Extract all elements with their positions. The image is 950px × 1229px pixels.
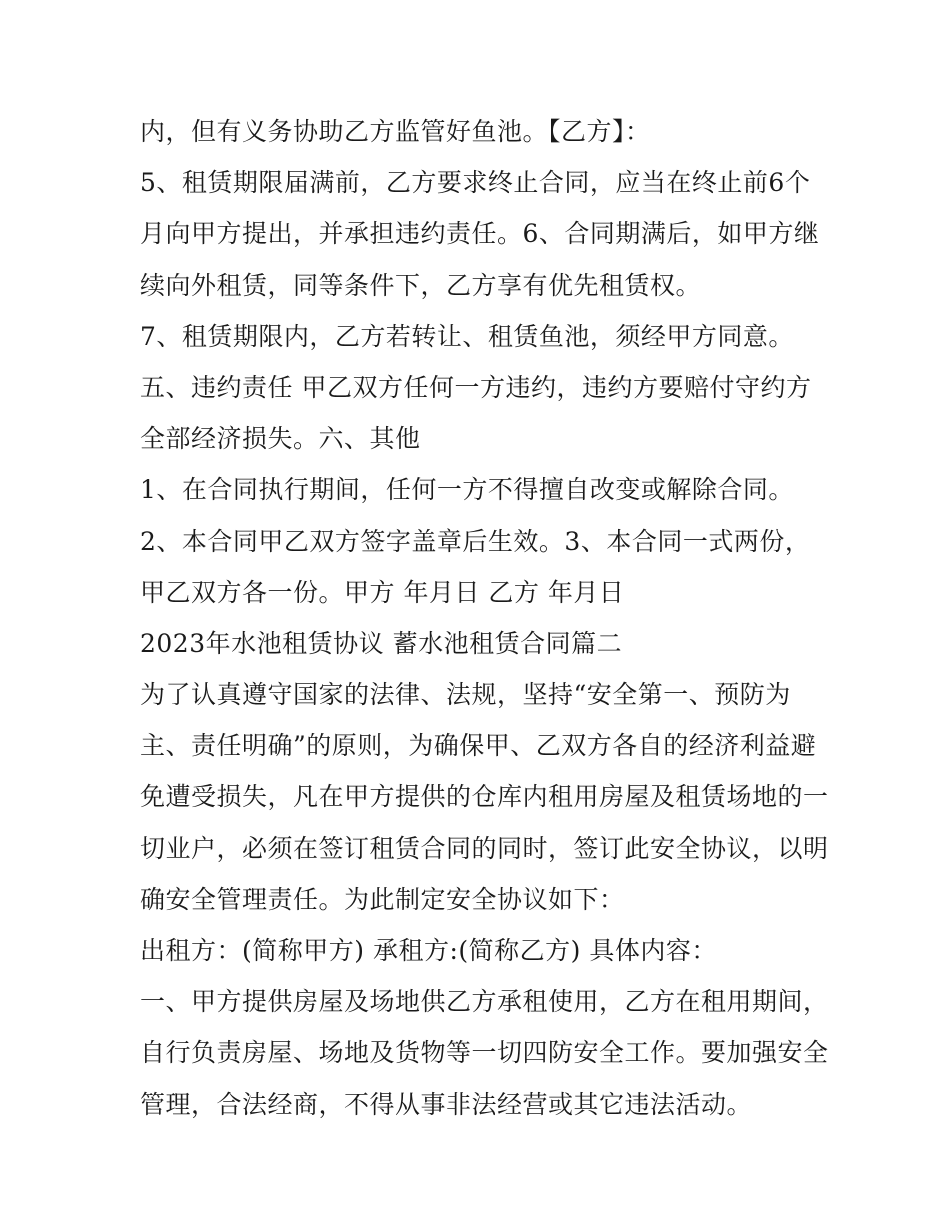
- text-line: 5、租赁期限届满前，乙方要求终止合同，应当在终止前6个: [140, 168, 811, 198]
- document-body: [140, 106, 830, 1130]
- text-line: 7、租赁期限内，乙方若转让、租赁鱼池，须经甲方同意。: [140, 321, 794, 351]
- text-line: 切业户，必须在签订租赁合同的同时，签订此安全协议，以明: [140, 833, 829, 863]
- section-heading: 2023年水池租赁协议 蓄水池租赁合同篇二: [140, 628, 623, 658]
- text-line: 为了认真遵守国家的法律、法规，坚持“安全第一、预防为: [140, 680, 791, 710]
- text-line: 2、本合同甲乙双方签字盖章后生效。3、本合同一式两份，: [140, 526, 811, 556]
- text-line: 内，但有义务协助乙方监管好鱼池。【乙方】：: [140, 117, 651, 146]
- text-line: 出租方：(简称甲方) 承租方:(简称乙方) 具体内容：: [140, 936, 717, 965]
- text-line: 甲乙双方各一份。甲方 年月日 乙方 年月日: [140, 577, 625, 607]
- text-line: 管理，合法经商，不得从事非法经营或其它违法活动。: [140, 1089, 753, 1119]
- text-line: 续向外租赁，同等条件下，乙方享有优先租赁权。: [140, 270, 702, 300]
- text-line: 全部经济损失。六、其他: [140, 424, 421, 454]
- text-line: 一、甲方提供房屋及场地供乙方承租使用，乙方在租用期间，: [140, 987, 829, 1017]
- text-line: 免遭受损失，凡在甲方提供的仓库内租用房屋及租赁场地的一: [140, 782, 829, 812]
- text-line: 自行负责房屋、场地及货物等一切四防安全工作。要加强安全: [140, 1038, 829, 1068]
- text-line: 1、在合同执行期间，任何一方不得擅自改变或解除合同。: [140, 475, 794, 505]
- text-line: 月向甲方提出，并承担违约责任。6、合同期满后，如甲方继: [140, 219, 820, 249]
- text-line: 确安全管理责任。为此制定安全协议如下：: [140, 884, 625, 914]
- text-line: 主、责任明确”的原则，为确保甲、乙双方各自的经济利益避: [140, 731, 817, 761]
- text-line: 五、违约责任 甲乙双方任何一方违约，违约方要赔付守约方: [140, 372, 812, 402]
